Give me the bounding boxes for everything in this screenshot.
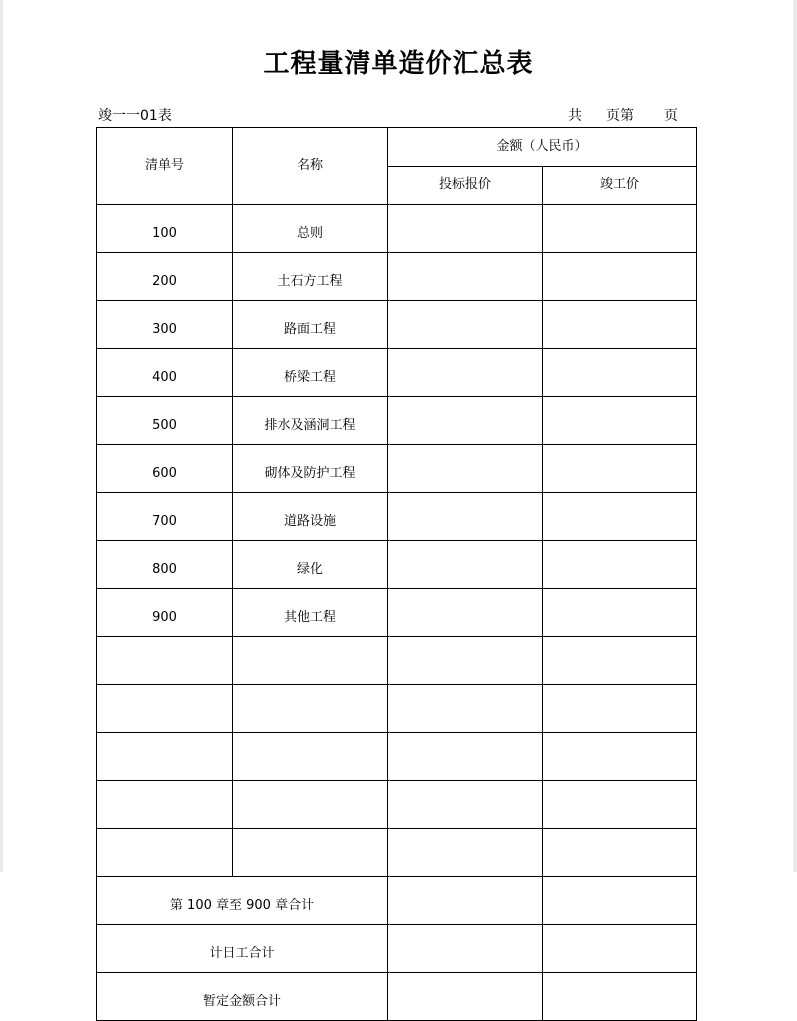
summary-final-amount	[543, 973, 697, 1021]
cell-code: 700	[97, 493, 233, 541]
table-row	[97, 589, 697, 637]
cell-final-amount	[543, 781, 697, 829]
cell-code: 600	[97, 445, 233, 493]
cell-bid-amount	[388, 541, 543, 589]
document-title: 工程量清单造价汇总表	[263, 49, 534, 79]
summary-label: 第 100 章至 900 章合计	[97, 877, 388, 925]
summary-bid-amount	[388, 973, 543, 1021]
cell-name: 桥梁工程	[233, 349, 388, 397]
cell-name: 排水及涵洞工程	[233, 397, 388, 445]
cell-code: 100	[97, 205, 233, 253]
cost-summary-table	[96, 127, 697, 1021]
summary-row	[97, 973, 697, 1021]
cell-name: 总则	[233, 205, 388, 253]
summary-label: 暂定金额合计	[97, 973, 388, 1021]
summary-row	[97, 877, 697, 925]
cell-code	[97, 733, 233, 781]
table-row	[97, 445, 697, 493]
cell-bid-amount	[388, 685, 543, 733]
summary-bid-amount	[388, 877, 543, 925]
header-row-1	[97, 128, 697, 167]
table-row	[97, 349, 697, 397]
cell-name	[233, 637, 388, 685]
cell-final-amount	[543, 829, 697, 877]
cell-name	[233, 685, 388, 733]
cell-name: 其他工程	[233, 589, 388, 637]
summary-final-amount	[543, 877, 697, 925]
cell-code	[97, 685, 233, 733]
cell-bid-amount	[388, 781, 543, 829]
cell-bid-amount	[388, 493, 543, 541]
cell-bid-amount	[388, 589, 543, 637]
summary-label: 计日工合计	[97, 925, 388, 973]
table-row	[97, 205, 697, 253]
header-final: 竣工价	[543, 166, 697, 205]
cell-final-amount	[543, 205, 697, 253]
table-row	[97, 733, 697, 781]
table-row	[97, 637, 697, 685]
table-row	[97, 397, 697, 445]
cell-code: 500	[97, 397, 233, 445]
cell-bid-amount	[388, 637, 543, 685]
cell-code: 300	[97, 301, 233, 349]
cell-code	[97, 781, 233, 829]
table-row	[97, 685, 697, 733]
summary-row	[97, 925, 697, 973]
page-info-total: 共	[568, 108, 582, 124]
cell-name: 道路设施	[233, 493, 388, 541]
page-edge-left	[0, 0, 3, 872]
summary-final-amount	[543, 925, 697, 973]
form-code: 竣一一01表	[98, 108, 172, 124]
cell-final-amount	[543, 733, 697, 781]
cell-final-amount	[543, 445, 697, 493]
cell-final-amount	[543, 541, 697, 589]
cell-bid-amount	[388, 205, 543, 253]
cell-final-amount	[543, 493, 697, 541]
page-edge-right	[793, 0, 797, 872]
cell-final-amount	[543, 349, 697, 397]
cell-code	[97, 829, 233, 877]
cell-name: 砌体及防护工程	[233, 445, 388, 493]
cell-code: 400	[97, 349, 233, 397]
cell-final-amount	[543, 589, 697, 637]
table-row	[97, 301, 697, 349]
header-amount-group: 金额（人民币）	[388, 128, 697, 167]
table-row	[97, 253, 697, 301]
cell-bid-amount	[388, 253, 543, 301]
cell-code: 900	[97, 589, 233, 637]
cell-final-amount	[543, 685, 697, 733]
cell-bid-amount	[388, 445, 543, 493]
page-info-page: 页	[664, 108, 678, 124]
cell-name: 绿化	[233, 541, 388, 589]
cell-name: 路面工程	[233, 301, 388, 349]
header-name: 名称	[233, 128, 388, 205]
cell-bid-amount	[388, 349, 543, 397]
cell-code: 800	[97, 541, 233, 589]
page-info-page-of: 页第	[606, 108, 634, 124]
cell-name: 土石方工程	[233, 253, 388, 301]
cell-bid-amount	[388, 733, 543, 781]
table-row	[97, 493, 697, 541]
table-row	[97, 829, 697, 877]
cell-code: 200	[97, 253, 233, 301]
table-row	[97, 781, 697, 829]
table-row	[97, 541, 697, 589]
cell-final-amount	[543, 301, 697, 349]
cell-name	[233, 733, 388, 781]
header-bid: 投标报价	[388, 166, 543, 205]
header-code: 清单号	[97, 128, 233, 205]
cell-bid-amount	[388, 829, 543, 877]
summary-bid-amount	[388, 925, 543, 973]
cell-final-amount	[543, 397, 697, 445]
cell-code	[97, 637, 233, 685]
cell-name	[233, 829, 388, 877]
cell-bid-amount	[388, 397, 543, 445]
cell-final-amount	[543, 253, 697, 301]
cell-final-amount	[543, 637, 697, 685]
cell-bid-amount	[388, 301, 543, 349]
cell-name	[233, 781, 388, 829]
